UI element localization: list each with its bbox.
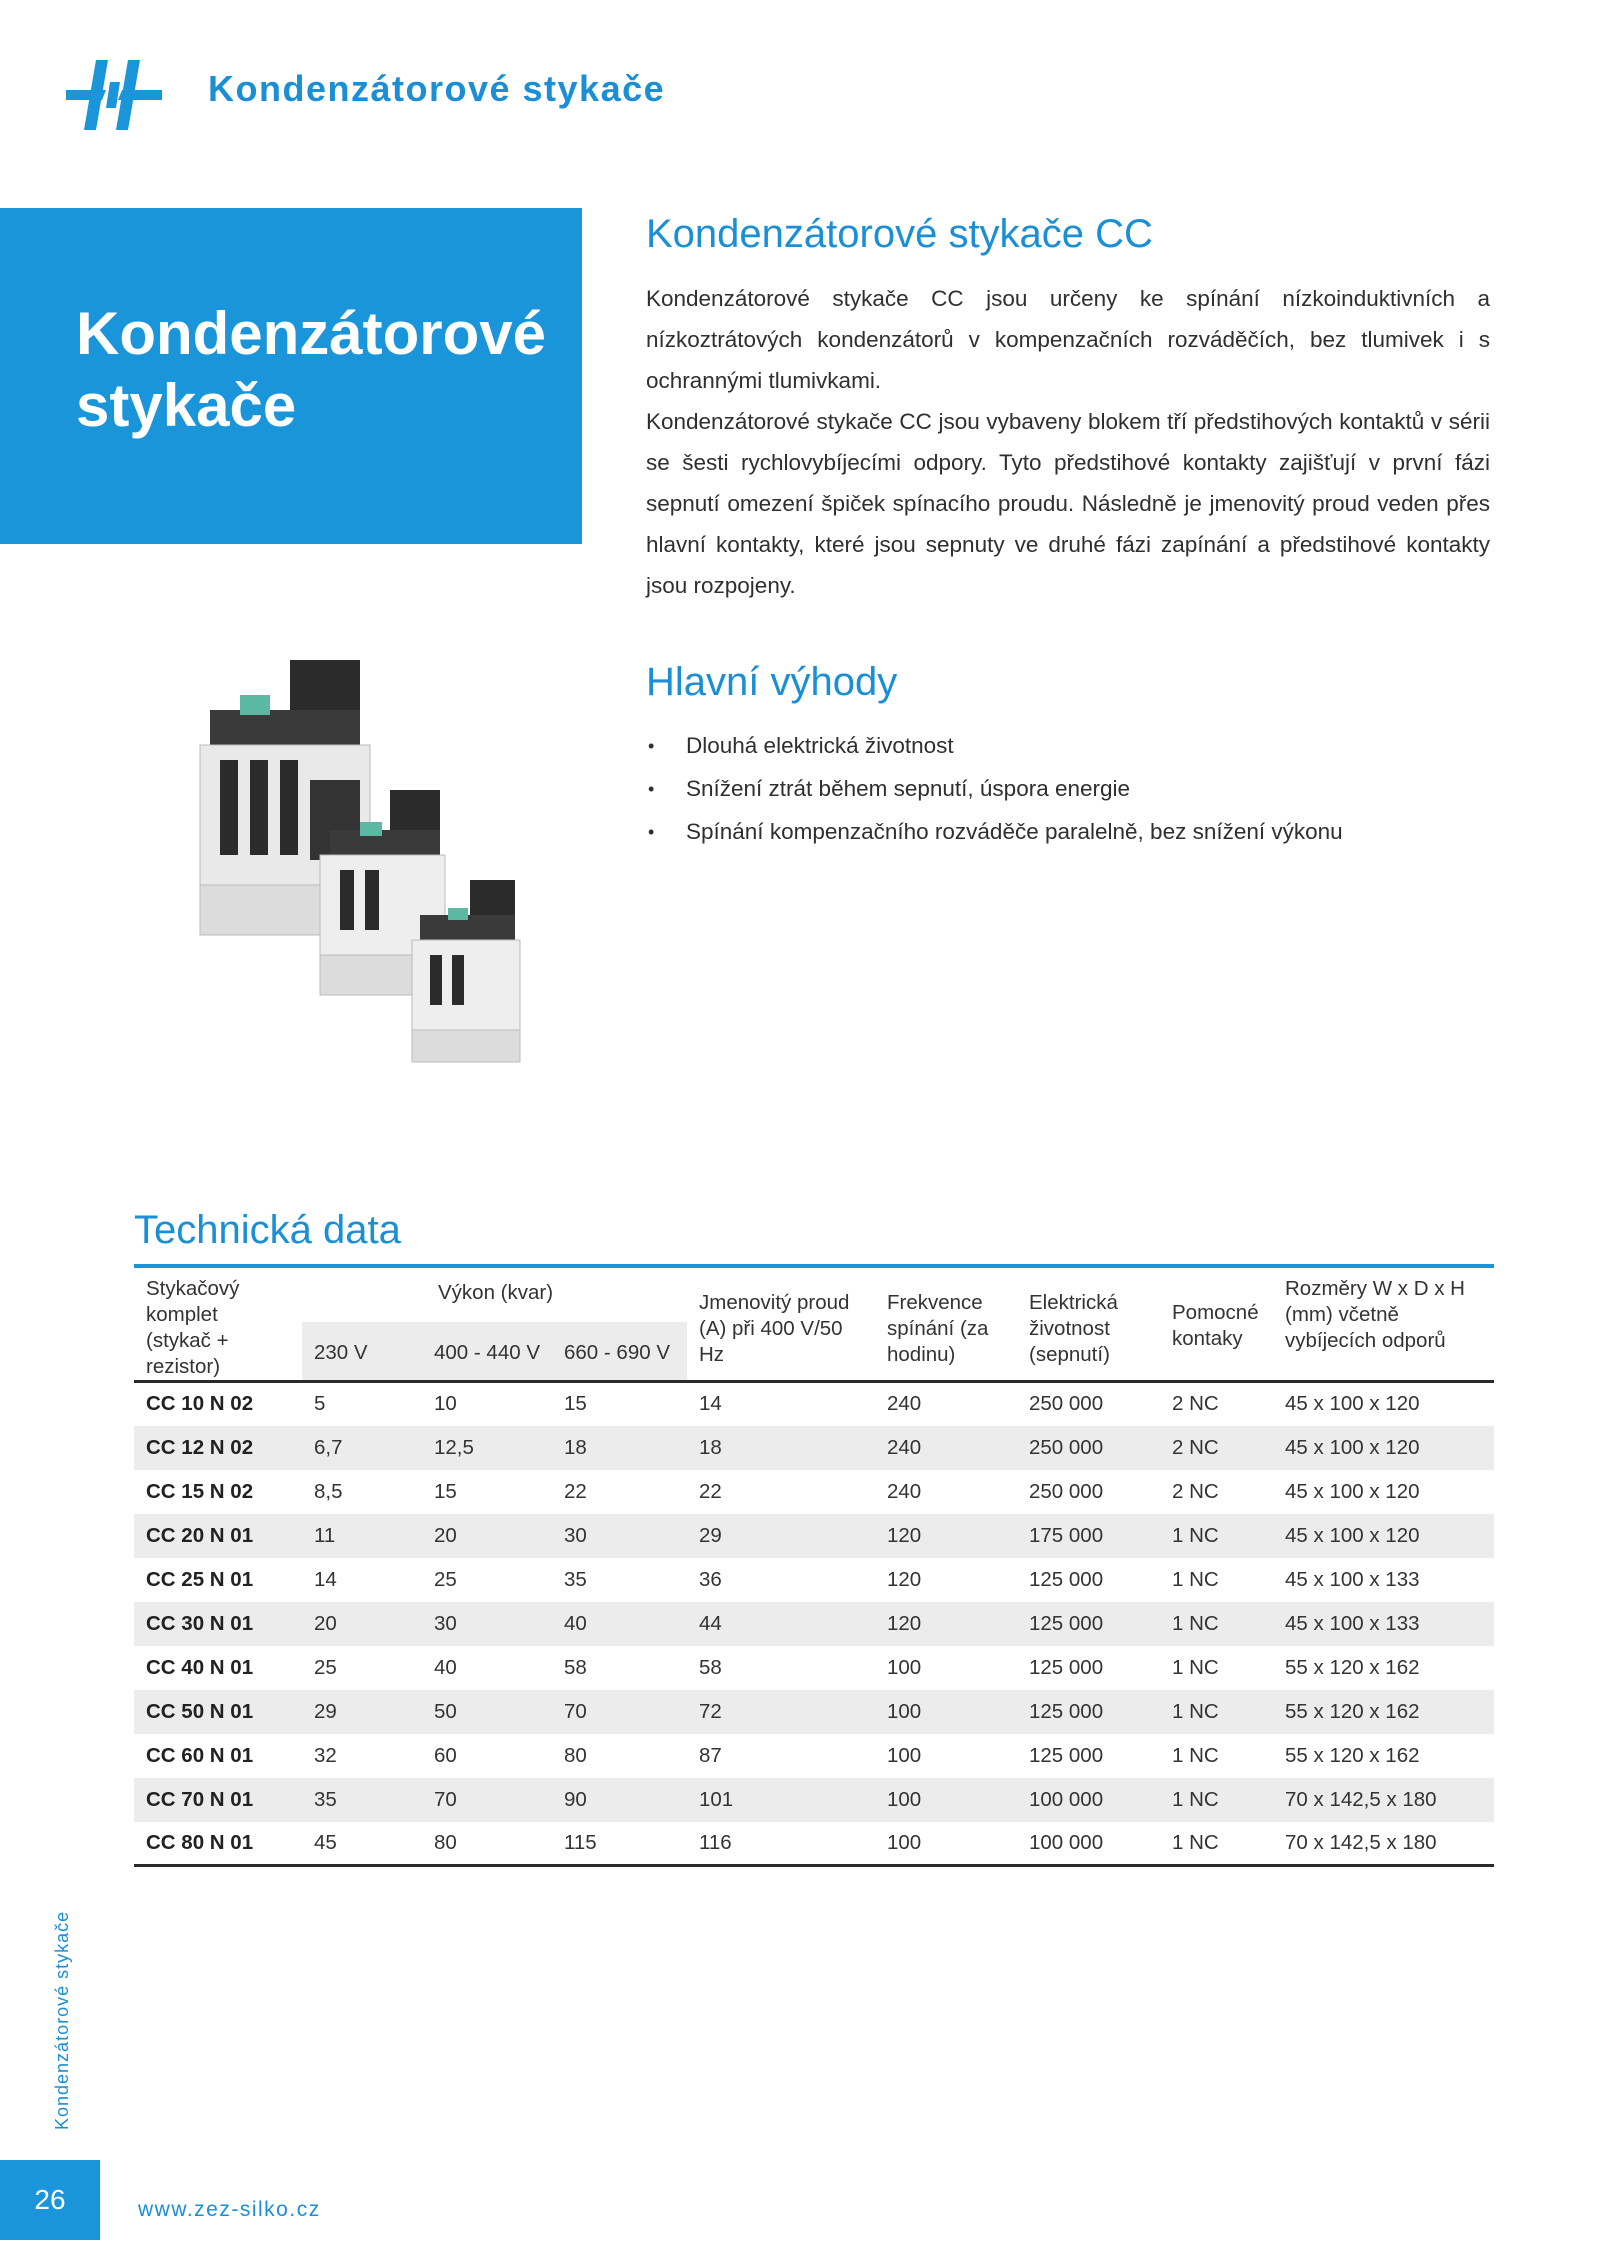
table-cell: 22	[564, 1479, 587, 1503]
table-cell: 50	[422, 1690, 552, 1734]
table-cell: 100 000	[1029, 1830, 1104, 1854]
table-cell: 55 x 120 x 162	[1273, 1690, 1494, 1734]
table-cell: 125 000	[1029, 1567, 1104, 1591]
table-cell: 87	[699, 1743, 722, 1767]
table-cell: 240	[887, 1479, 922, 1503]
table-cell: 36	[699, 1567, 722, 1591]
table-cell: 1 NC	[1160, 1514, 1273, 1558]
header-title: Kondenzátorové stykače	[208, 68, 666, 109]
table-cell: 100	[875, 1690, 1017, 1734]
hero-title-line2: stykače	[76, 372, 297, 439]
table-cell: 44	[687, 1602, 875, 1646]
table-cell: 14	[699, 1392, 722, 1416]
table-row	[134, 1382, 1494, 1426]
table-cell: 250 000	[1017, 1426, 1160, 1470]
company-logo-icon	[66, 60, 162, 130]
table-cell: 18	[687, 1426, 875, 1470]
col-header-660v: 660 - 690 V	[552, 1322, 687, 1381]
intro-title: Kondenzátorové stykače CC	[646, 212, 1153, 256]
table-cell: 32	[314, 1743, 337, 1767]
model-cell: CC 70 N 01	[134, 1778, 302, 1822]
advantage-text: Spínání kompenzačního rozváděče paralelně, bez snížení výkonu	[686, 819, 1343, 844]
advantages-list	[646, 726, 1490, 855]
table-cell: 55 x 120 x 162	[1285, 1743, 1420, 1767]
advantages-title: Hlavní výhody	[646, 660, 898, 704]
hero-title-line1: Kondenzátorové	[76, 300, 547, 367]
table-cell: 35	[564, 1567, 587, 1591]
table-cell: 25	[434, 1567, 457, 1591]
table-cell: 70	[552, 1690, 687, 1734]
table-cell: 30	[422, 1602, 552, 1646]
table-cell: 10	[434, 1392, 457, 1416]
table-cell: 20	[422, 1514, 552, 1558]
table-cell: 175 000	[1017, 1514, 1160, 1558]
table-cell: 90	[552, 1778, 687, 1822]
table-cell: 100	[887, 1743, 922, 1767]
col-header-set: Stykačový komplet (stykač + rezistor)	[146, 1277, 240, 1378]
table-row	[134, 1690, 1494, 1734]
model-cell: CC 30 N 01	[134, 1602, 302, 1646]
col-header-frequency: Frekvence spínání (za hodinu)	[887, 1291, 989, 1366]
table-cell: 1 NC	[1172, 1830, 1219, 1854]
table-row	[134, 1778, 1494, 1822]
model-cell: CC 60 N 01	[146, 1743, 254, 1767]
model-cell: CC 12 N 02	[134, 1426, 302, 1470]
col-header-400v: 400 - 440 V	[422, 1322, 552, 1381]
model-cell: CC 10 N 02	[146, 1392, 254, 1416]
table-cell: 120	[875, 1514, 1017, 1558]
table-cell: 250 000	[1029, 1392, 1104, 1416]
table-row	[134, 1646, 1494, 1690]
table-cell: 45 x 100 x 120	[1273, 1426, 1494, 1470]
table-cell: 1 NC	[1172, 1567, 1219, 1591]
table-cell: 25	[314, 1655, 337, 1679]
table-cell: 100	[887, 1830, 922, 1854]
side-label: Kondenzátorové stykače	[52, 1910, 72, 2130]
table-cell: 125 000	[1029, 1655, 1104, 1679]
table-row	[134, 1734, 1494, 1778]
table-cell: 115	[564, 1830, 597, 1854]
page-header	[66, 60, 666, 130]
table-cell: 1 NC	[1160, 1602, 1273, 1646]
model-cell: CC 50 N 01	[134, 1690, 302, 1734]
table-cell: 120	[875, 1602, 1017, 1646]
table-cell: 1 NC	[1172, 1655, 1219, 1679]
model-cell: CC 25 N 01	[146, 1567, 254, 1591]
advantage-text: Dlouhá elektrická životnost	[686, 733, 954, 758]
intro-paragraph-1: Kondenzátorové stykače CC jsou určeny ke spínání nízkoinduktivních a nízkoztrátových kondenzátorů v kompenzačních rozváděčích, bez tlumivek i s ochrannými tlumivkami.	[646, 286, 1490, 393]
table-cell: 80	[564, 1743, 587, 1767]
advantage-item	[646, 726, 1490, 769]
col-header-aux: Pomocné kontaky	[1172, 1301, 1259, 1350]
col-header-life: Elektrická životnost (sepnutí)	[1029, 1291, 1118, 1366]
table-cell: 35	[302, 1778, 422, 1822]
table-cell: 125 000	[1017, 1690, 1160, 1734]
table-cell: 8,5	[314, 1479, 343, 1503]
table-cell: 29	[302, 1690, 422, 1734]
model-cell: CC 20 N 01	[134, 1514, 302, 1558]
table-row	[134, 1470, 1494, 1514]
table-row	[134, 1822, 1494, 1866]
table-cell: 58	[699, 1655, 722, 1679]
table-cell: 18	[552, 1426, 687, 1470]
table-cell: 40	[434, 1655, 457, 1679]
tech-table	[134, 1268, 1494, 1867]
advantage-text: Snížení ztrát během sepnutí, úspora energie	[686, 776, 1131, 801]
footer-url[interactable]: www.zez-silko.cz	[138, 2198, 321, 2221]
intro-paragraph-2: Kondenzátorové stykače CC jsou vybaveny blokem tří předstihových kontaktů v sérii se šesti rychlovybíjecími odpory. Tyto předstihové kontakty zajišťují v první fázi sepnutí omezení špiček spínacího proudu. Následně je jmenovitý proud veden přes hlavní kontakty, které jsou sepnuty ve druhé fázi zapínání a předstihové kontakty jsou rozpojeny.	[646, 409, 1490, 598]
table-row	[134, 1558, 1494, 1602]
tech-table-body	[134, 1382, 1494, 1866]
page-number: 26	[34, 2184, 66, 2215]
table-cell: 45 x 100 x 120	[1285, 1479, 1420, 1503]
table-cell: 6,7	[302, 1426, 422, 1470]
table-cell: 2 NC	[1160, 1426, 1273, 1470]
model-cell: CC 15 N 02	[146, 1479, 254, 1503]
table-cell: 2 NC	[1172, 1392, 1219, 1416]
table-row	[134, 1602, 1494, 1646]
table-cell: 20	[302, 1602, 422, 1646]
table-cell: 12,5	[422, 1426, 552, 1470]
table-cell: 11	[302, 1514, 422, 1558]
col-header-current: Jmenovitý proud (A) při 400 V/50 Hz	[699, 1291, 850, 1366]
table-cell: 22	[699, 1479, 722, 1503]
table-cell: 60	[434, 1743, 457, 1767]
table-cell: 15	[564, 1392, 587, 1416]
bullet-icon: •	[648, 822, 655, 842]
table-cell: 5	[314, 1392, 326, 1416]
bullet-icon: •	[648, 736, 655, 756]
table-cell: 45 x 100 x 120	[1273, 1514, 1494, 1558]
table-cell: 30	[552, 1514, 687, 1558]
table-cell: 58	[564, 1655, 587, 1679]
product-photo	[180, 650, 540, 1070]
table-cell: 45 x 100 x 133	[1273, 1602, 1494, 1646]
table-cell: 240	[887, 1392, 922, 1416]
hero-box	[0, 208, 582, 544]
table-row	[134, 1426, 1494, 1470]
table-cell: 2 NC	[1172, 1479, 1219, 1503]
table-cell: 40	[552, 1602, 687, 1646]
tech-title: Technická data	[134, 1208, 401, 1252]
table-cell: 72	[687, 1690, 875, 1734]
intro-text	[646, 278, 1490, 606]
model-cell: CC 80 N 01	[146, 1830, 254, 1854]
col-header-power: Výkon (kvar)	[438, 1281, 554, 1304]
table-cell: 101	[687, 1778, 875, 1822]
table-cell: 15	[434, 1479, 457, 1503]
table-cell: 116	[699, 1830, 732, 1854]
table-cell: 1 NC	[1172, 1743, 1219, 1767]
table-cell: 100	[887, 1655, 922, 1679]
page-number-box	[0, 2160, 100, 2240]
table-cell: 1 NC	[1160, 1690, 1273, 1734]
advantage-item	[646, 769, 1490, 812]
table-cell: 70 x 142,5 x 180	[1273, 1778, 1494, 1822]
table-cell: 1 NC	[1160, 1778, 1273, 1822]
table-cell: 100 000	[1017, 1778, 1160, 1822]
table-cell: 80	[434, 1830, 457, 1854]
table-cell: 240	[875, 1426, 1017, 1470]
table-cell: 70 x 142,5 x 180	[1285, 1830, 1437, 1854]
table-cell: 125 000	[1029, 1743, 1104, 1767]
table-cell: 45 x 100 x 133	[1285, 1567, 1420, 1591]
table-cell: 120	[887, 1567, 922, 1591]
table-cell: 100	[875, 1778, 1017, 1822]
table-cell: 55 x 120 x 162	[1285, 1655, 1420, 1679]
advantage-item	[646, 812, 1490, 855]
model-cell: CC 40 N 01	[146, 1655, 254, 1679]
table-cell: 29	[687, 1514, 875, 1558]
table-cell: 70	[422, 1778, 552, 1822]
table-cell: 45	[314, 1830, 337, 1854]
table-cell: 14	[314, 1567, 337, 1591]
bullet-icon: •	[648, 779, 655, 799]
table-row	[134, 1514, 1494, 1558]
table-cell: 45 x 100 x 120	[1285, 1392, 1420, 1416]
col-header-dims: Rozměry W x D x H (mm) včetně vybíjecích odporů	[1285, 1277, 1465, 1352]
table-cell: 125 000	[1017, 1602, 1160, 1646]
col-header-230v: 230 V	[302, 1322, 422, 1381]
hero-title	[76, 298, 576, 442]
table-cell: 250 000	[1029, 1479, 1104, 1503]
